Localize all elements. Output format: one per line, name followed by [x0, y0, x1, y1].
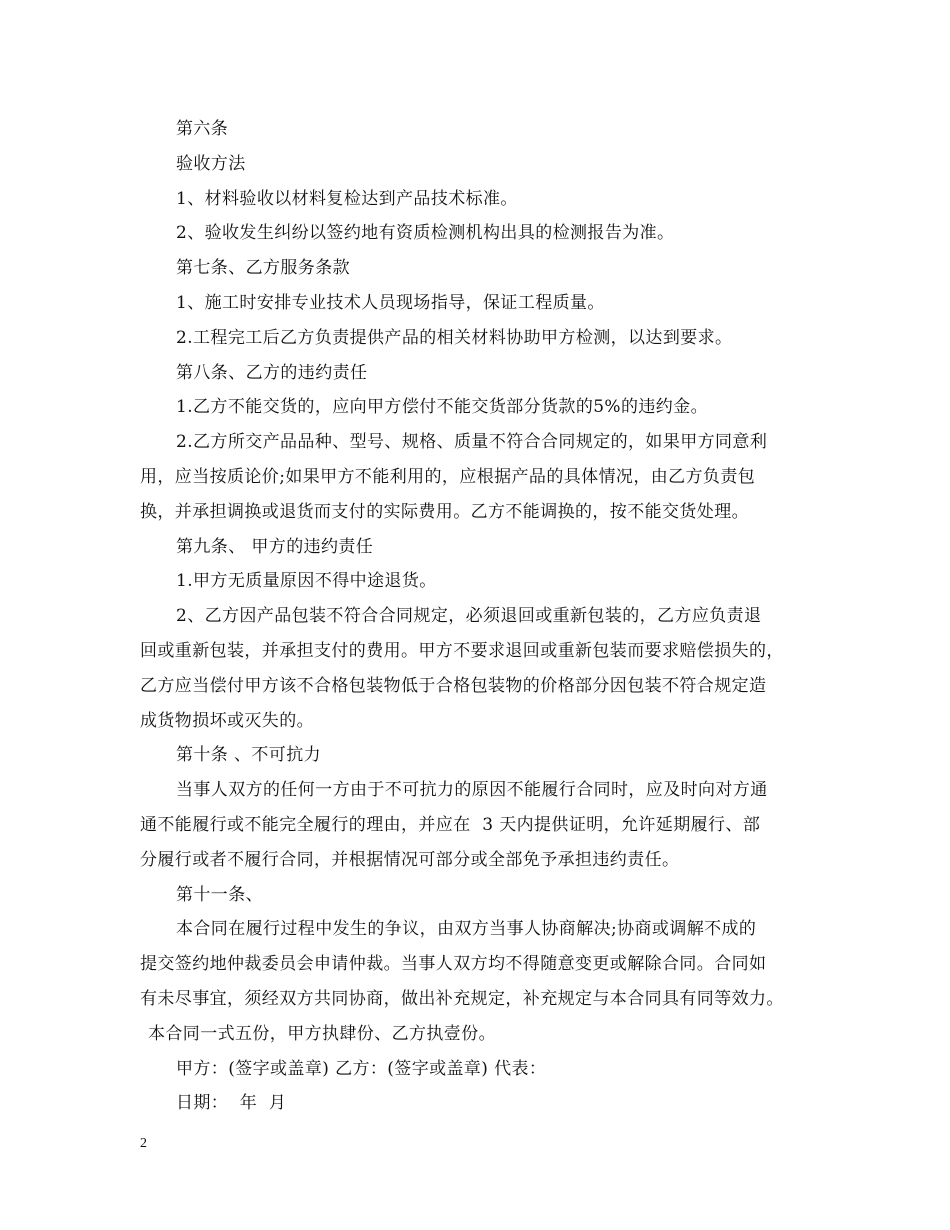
text-line: 日期： 年 月	[176, 1093, 287, 1114]
text-line: 第十一条、	[176, 884, 263, 905]
text-line: 甲方：(签字或盖章) 乙方：(签字或盖章) 代表：	[176, 1058, 547, 1079]
text-line: 成货物损坏或灭失的。	[140, 710, 314, 731]
text-line: 2、验收发生纠纷以签约地有资质检测机构出具的检测报告为准。	[176, 223, 675, 244]
text-line: 1.乙方不能交货的，应向甲方偿付不能交货部分货款的5%的违约金。	[176, 397, 708, 418]
text-line: 分履行或者不履行合同，并根据情况可部分或全部免予承担违约责任。	[140, 849, 680, 870]
text-line: 1、材料验收以材料复检达到产品技术标准。	[176, 188, 518, 209]
text-line: 第九条、 甲方的违约责任	[176, 536, 374, 557]
text-line: 2.乙方所交产品品种、型号、规格、质量不符合合同规定的，如果甲方同意利	[176, 432, 768, 453]
text-line: 第六条	[176, 119, 229, 139]
text-line: 验收方法	[176, 153, 246, 174]
text-line: 本合同在履行过程中发生的争议，由双方当事人协商解决;协商或调解不成的	[176, 919, 757, 940]
text-line: 第十条 、不可抗力	[176, 745, 322, 766]
text-line: 1、施工时安排专业技术人员现场指导，保证工程质量。	[176, 292, 605, 313]
text-line: 乙方应当偿付甲方该不合格包装物低于合格包装物的价格部分因包装不符合规定造	[140, 675, 767, 696]
text-line: 有未尽事宜，须经双方共同协商，做出补充规定，补充规定与本合同具有同等效力。	[140, 988, 784, 1009]
text-line: 2.工程完工后乙方负责提供产品的相关材料协助甲方检测，以达到要求。	[176, 327, 733, 348]
text-line: 第八条、乙方的违约责任	[176, 362, 368, 383]
text-line: 2、乙方因产品包装不符合合同规定，必须退回或重新包装的，乙方应负责退	[176, 606, 762, 627]
text-line: 当事人双方的任何一方由于不可抗力的原因不能履行合同时，应及时向对方通	[176, 780, 768, 801]
document-body	[140, 112, 810, 1121]
text-line: 本合同一式五份，甲方执肆份、乙方执壹份。	[148, 1023, 496, 1044]
page-number: 2	[140, 1136, 147, 1151]
text-line: 1.甲方无质量原因不得中途退货。	[176, 571, 437, 592]
text-line: 用，应当按质论价;如果甲方不能利用的，应根据产品的具体情况，由乙方负责包	[140, 466, 756, 487]
text-line: 提交签约地仲裁委员会申请仲裁。当事人双方均不得随意变更或解除合同。合同如	[140, 954, 767, 975]
text-line: 换，并承担调换或退货而支付的实际费用。乙方不能调换的，按不能交货处理。	[140, 501, 749, 522]
text-line: 第七条、乙方服务条款	[176, 258, 350, 279]
text-line: 通不能履行或不能完全履行的理由，并应在 3 天内提供证明，允许延期履行、部	[140, 814, 761, 835]
text-line: 回或重新包装，并承担支付的费用。甲方不要求退回或重新包装而要求赔偿损失的，	[140, 640, 784, 661]
